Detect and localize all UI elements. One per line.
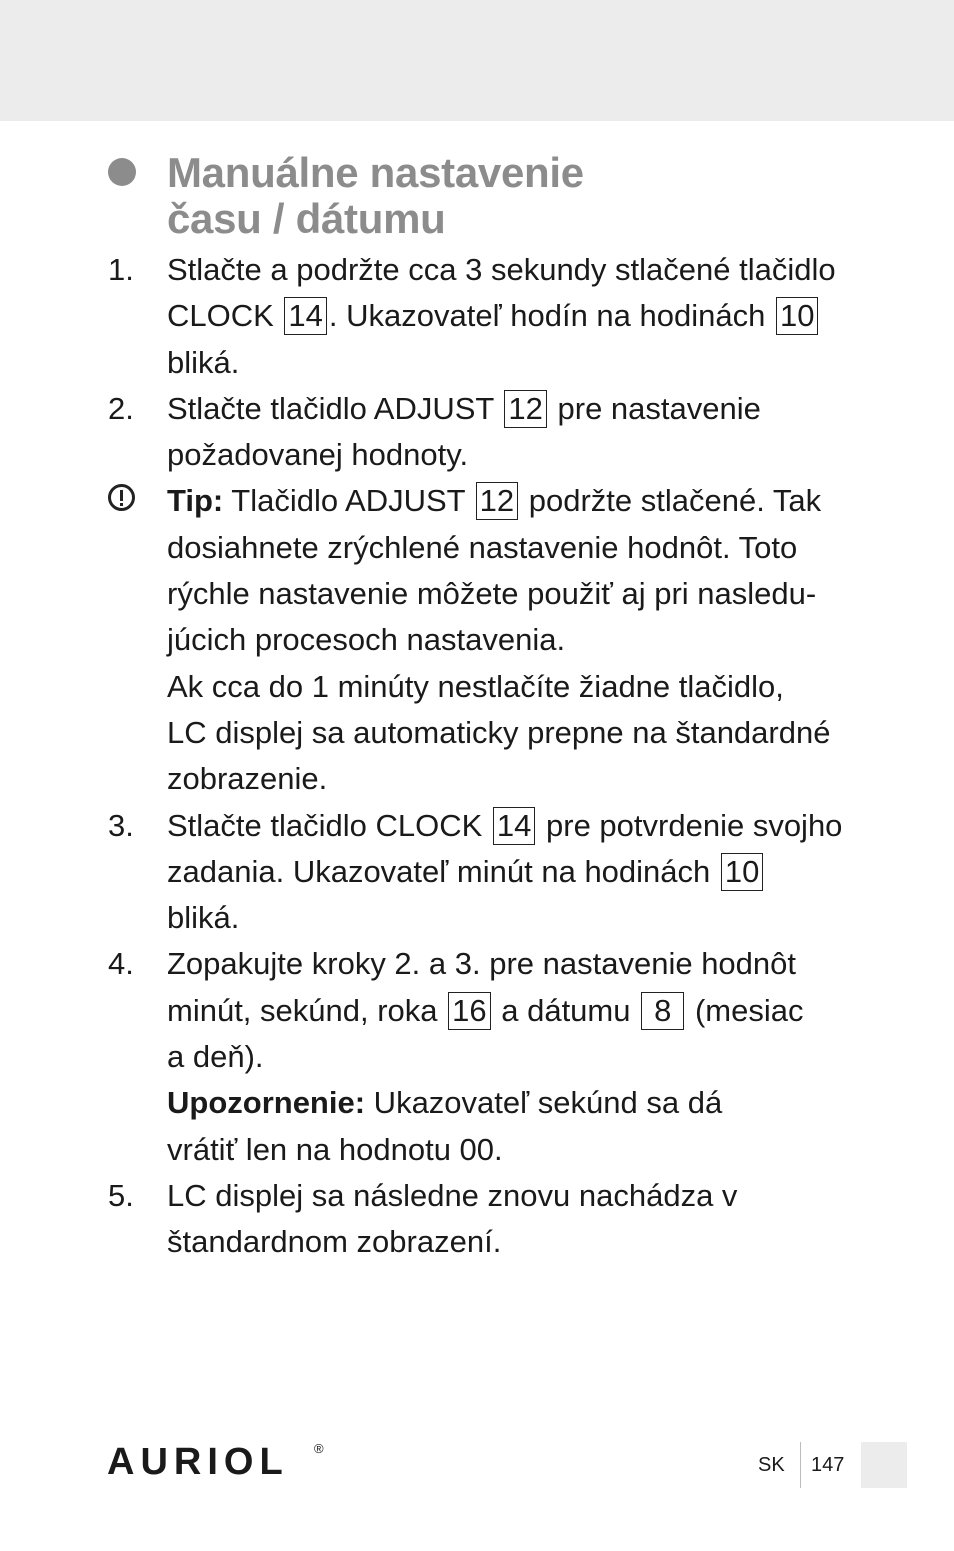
instruction-list	[108, 247, 868, 1266]
step-number: 1.	[108, 252, 134, 287]
text-line	[167, 664, 868, 710]
brand-logo: AURIOL	[107, 1441, 289, 1483]
part-reference-box: 8	[641, 992, 684, 1030]
text-run: štandardnom zobrazení.	[167, 1224, 502, 1260]
heading-bullet	[108, 158, 136, 186]
text-line	[167, 895, 868, 941]
page-number: 147	[811, 1454, 845, 1476]
text-run: (mesiac	[686, 992, 804, 1028]
step-number: 4.	[108, 946, 134, 982]
part-reference-box: 12	[504, 390, 546, 428]
text-run: vrátiť len na hodnotu 00.	[167, 1131, 503, 1167]
list-item	[108, 941, 868, 1172]
text-line	[167, 988, 868, 1034]
text-line	[167, 432, 868, 478]
text-line	[167, 340, 868, 386]
text-line	[167, 1080, 868, 1126]
text-run: CLOCK	[167, 298, 283, 334]
exclamation-circle-icon	[108, 484, 135, 511]
text-run: . Ukazovateľ hodín na hodinách	[328, 298, 774, 334]
step-number: 2.	[108, 390, 134, 426]
text-run: LC displej sa automaticky prepne na štandardné	[167, 714, 831, 750]
heading-line-1: Manuálne nastavenie	[167, 149, 584, 196]
part-reference-box: 14	[284, 297, 326, 335]
text-line	[167, 293, 868, 339]
text-run: zadania. Ukazovateľ minút na hodinách	[167, 853, 719, 889]
text-line	[167, 941, 868, 987]
footer-divider	[800, 1442, 801, 1488]
text-run: pre potvrdenie svojho	[537, 807, 843, 843]
text-run: podržte stlačené. Tak	[520, 483, 822, 519]
text-line	[167, 710, 868, 756]
text-line	[167, 386, 868, 432]
text-line	[167, 617, 868, 663]
text-run: a dátumu	[492, 992, 640, 1028]
text-run: a deň).	[167, 1039, 264, 1075]
text-run: Stlačte a podržte cca 3 sekundy stlačené tlačidlo	[167, 252, 836, 287]
text-run: Zopakujte kroky 2. a 3. pre nastavenie hodnôt	[167, 946, 797, 982]
text-run: bliká.	[167, 900, 240, 936]
text-line	[167, 525, 868, 571]
language-code: SK	[758, 1454, 785, 1476]
text-line	[167, 803, 868, 849]
list-item	[108, 386, 868, 479]
text-run: minút, sekúnd, roka	[167, 992, 447, 1028]
heading-line-2: času / dátumu	[167, 195, 446, 242]
page-tab	[861, 1442, 907, 1488]
text-line	[167, 247, 868, 293]
part-reference-box: 12	[476, 482, 518, 520]
text-run: zobrazenie.	[167, 761, 328, 797]
section-heading	[167, 150, 887, 242]
text-line	[167, 1219, 868, 1265]
text-line	[167, 571, 868, 617]
registered-mark: ®	[314, 1441, 324, 1456]
bold-label: Upozornenie:	[167, 1085, 366, 1121]
bold-label: Tip:	[167, 483, 224, 519]
step-number: 5.	[108, 1177, 134, 1213]
top-band	[0, 0, 954, 121]
text-run: Tlačidlo ADJUST	[223, 483, 474, 519]
list-item	[108, 803, 868, 942]
text-run: Stlačte tlačidlo CLOCK	[167, 807, 491, 843]
text-run: Stlačte tlačidlo ADJUST	[167, 390, 503, 426]
list-item	[108, 247, 868, 386]
step-number: 3.	[108, 807, 134, 843]
text-line	[167, 1034, 868, 1080]
part-reference-box: 10	[776, 297, 818, 335]
text-run: Ak cca do 1 minúty nestlačíte žiadne tlačidlo,	[167, 668, 784, 704]
text-run: júcich procesoch nastavenia.	[167, 622, 566, 658]
text-run: Ukazovateľ sekúnd sa dá	[365, 1085, 723, 1121]
part-reference-box: 14	[493, 807, 535, 845]
text-run: bliká.	[167, 344, 240, 380]
list-item	[108, 1173, 868, 1266]
text-run: požadovanej hodnoty.	[167, 437, 469, 473]
text-line	[167, 478, 868, 524]
text-run: pre nastavenie	[548, 390, 761, 426]
text-line	[167, 756, 868, 802]
text-line	[167, 849, 868, 895]
part-reference-box: 10	[721, 853, 763, 891]
text-run: LC displej sa následne znovu nachádza v	[167, 1177, 738, 1213]
text-line	[167, 1127, 868, 1173]
text-run: rýchle nastavenie môžete použiť aj pri nasledu-	[167, 576, 817, 612]
text-run: dosiahnete zrýchlené nastavenie hodnôt. Toto	[167, 529, 798, 565]
part-reference-box: 16	[448, 992, 490, 1030]
tip-block	[108, 478, 868, 802]
text-line	[167, 1173, 868, 1219]
